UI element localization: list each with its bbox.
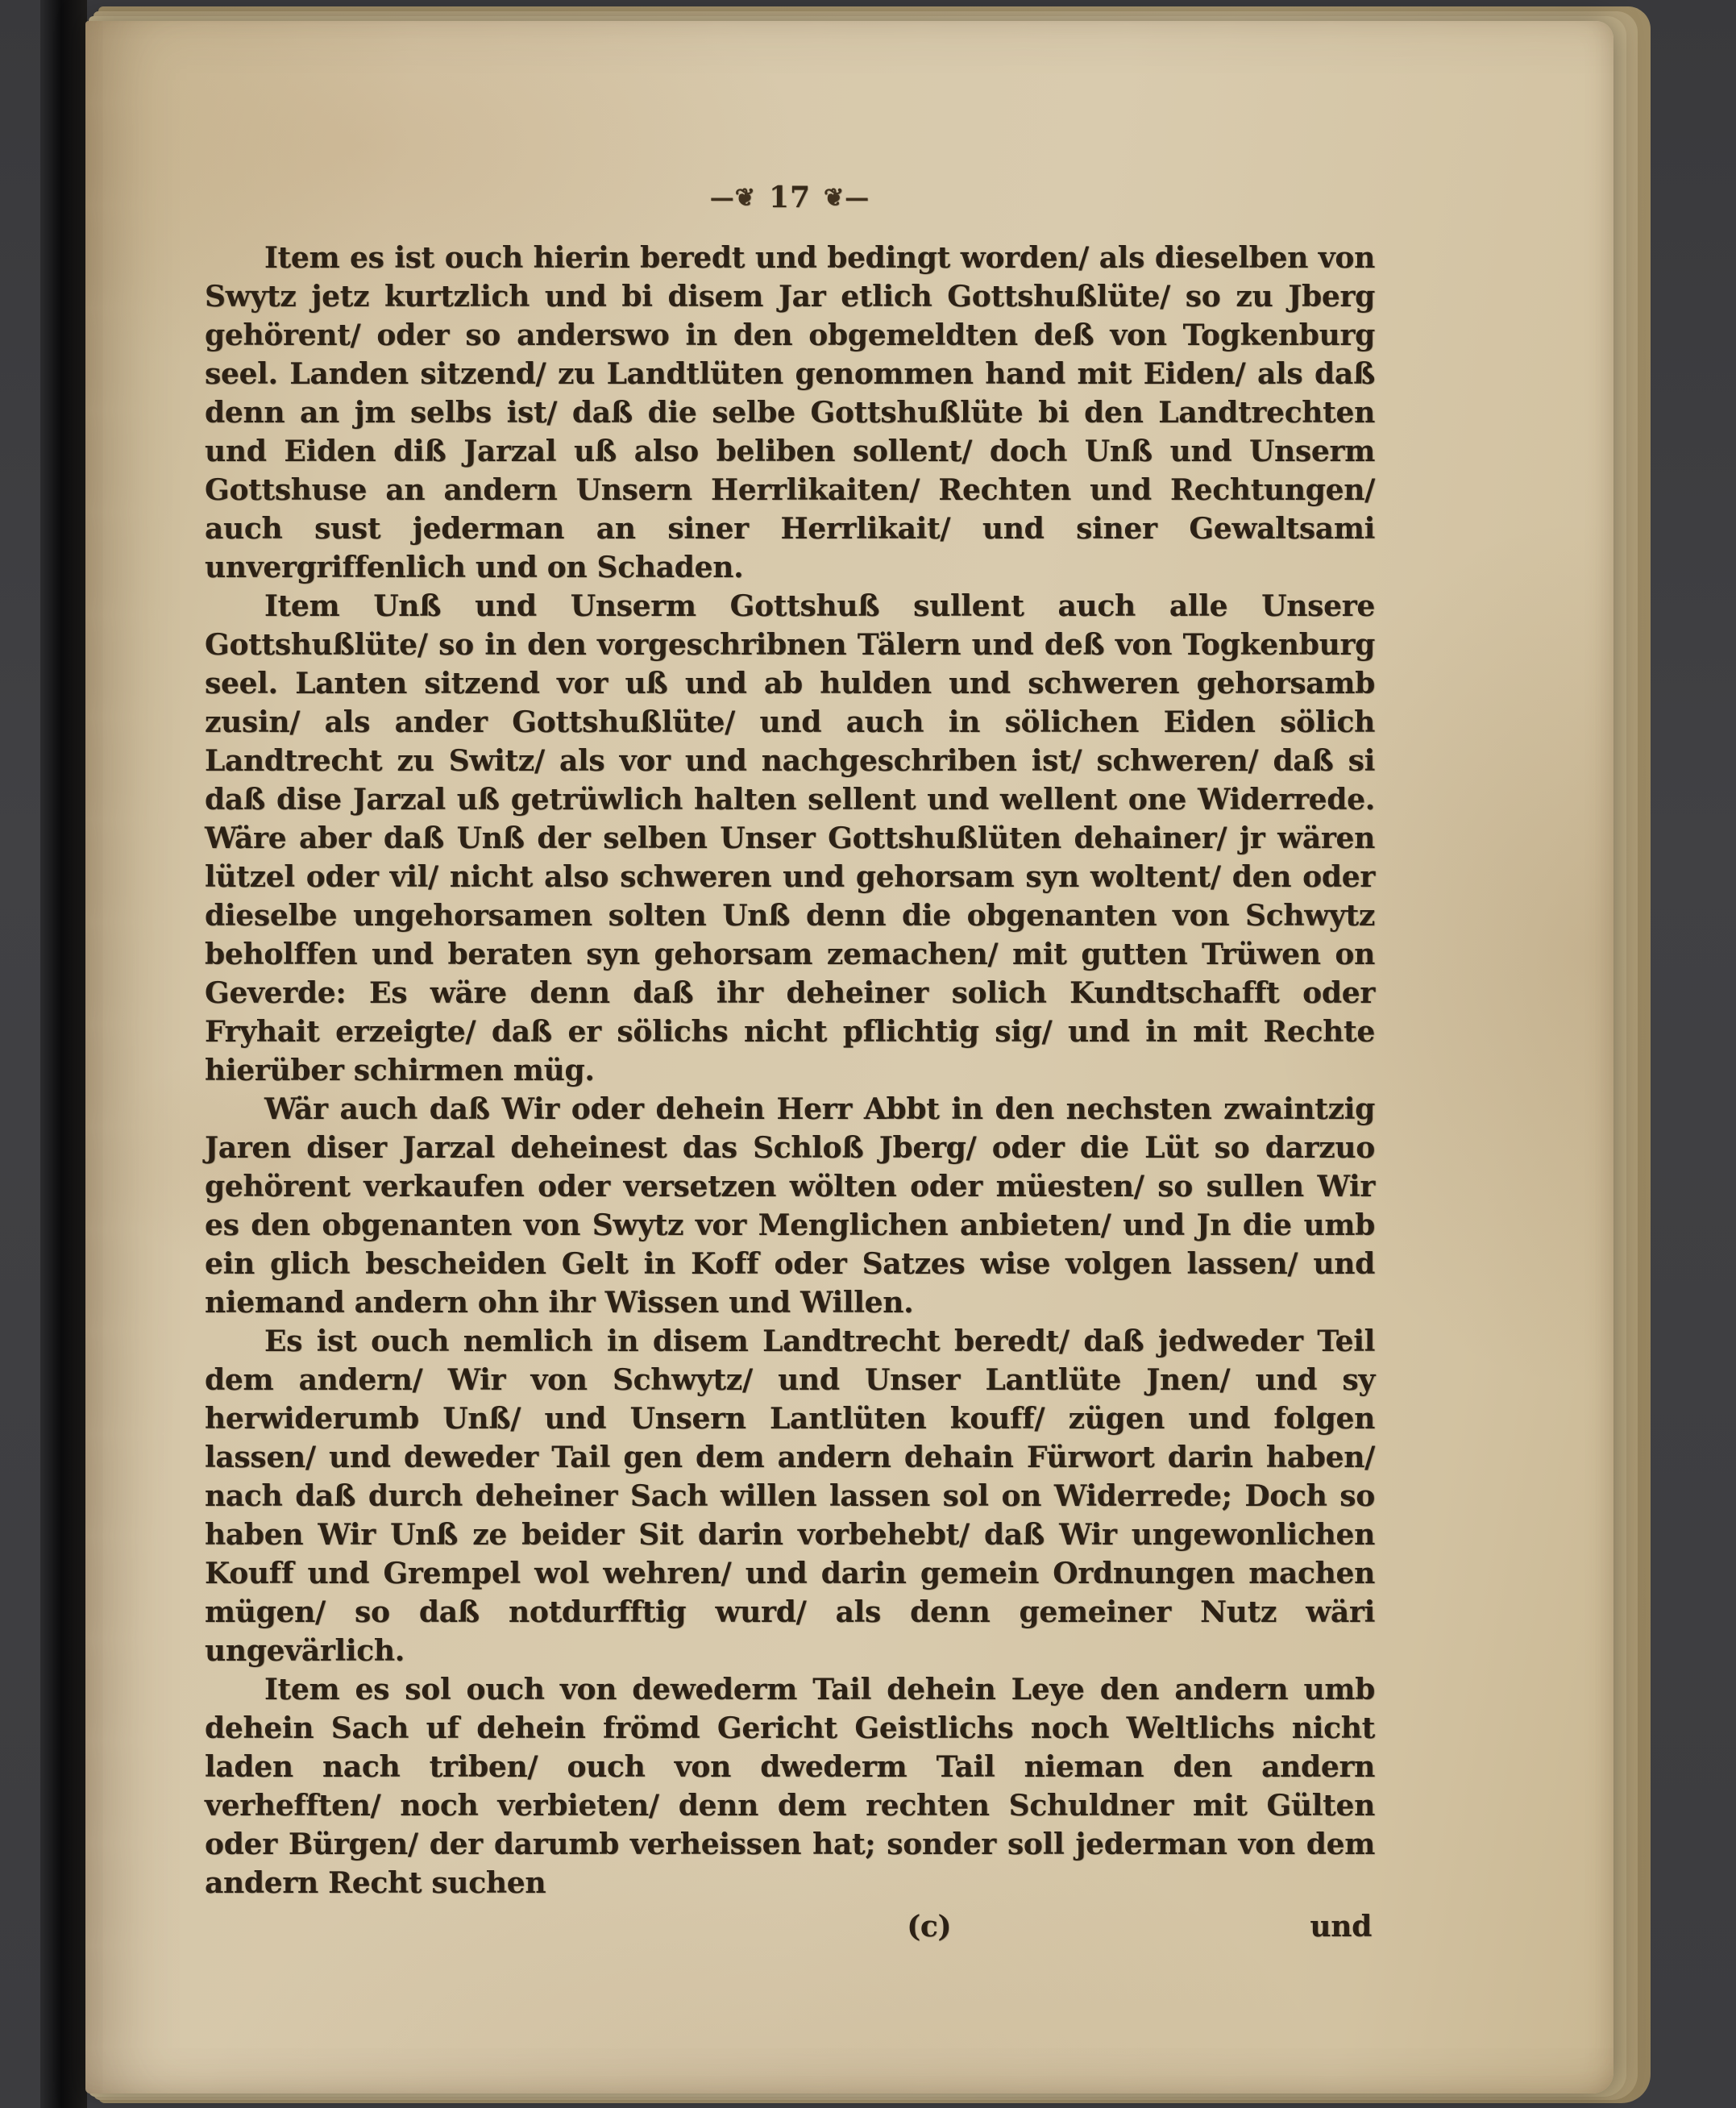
text-block	[205, 239, 1375, 1946]
paragraph: Es ist ouch nemlich in disem Landtrecht beredt/ daß jedweder Teil dem andern/ Wir von Schwytz/ und Unser Lantlüte Jnen/ und sy herwiderumb Unß/ und Unsern Lantlüten kouff/ zügen und folgen lassen/ und deweder Tail gen dem andern dehain Fürwort darin haben/ nach daß durch deheiner Sach willen lassen sol on Widerrede; Doch so haben Wir Unß ze beider Sit darin vorbehebt/ daß Wir ungewonlichen Kouff und Grempel wol wehren/ und darin gemein Ordnungen machen mügen/ so daß notdurfftig wurd/ als denn gemeiner Nutz wäri ungevärlich.	[205, 1324, 1375, 1668]
catchword: und	[1310, 1910, 1372, 1944]
page-number: 17	[768, 181, 812, 214]
paragraph: Item Unß und Unserm Gottshuß sullent auch alle Unsere Gottshußlüte/ so in den vorgeschribnen Tälern und deß von Togkenburg seel. Lanten sitzend vor uß und ab hulden und schweren gehorsamb zusin/ als ander Gottshußlüte/ und auch in sölichen Eiden sölich Landtrecht zu Switz/ als vor und nachgeschriben ist/ schweren/ daß si daß dise Jarzal uß getrüwlich halten sellent und wellent one Widerrede. Wäre aber daß Unß der selben Unser Gottshußlüten dehainer/ jr wären lützel oder vil/ nicht also schweren und gehorsam syn woltent/ den oder dieselbe ungehorsamen solten Unß denn die obgenanten von Schwytz beholffen und beraten syn gehorsam zemachen/ mit gutten Trüwen on Geverde: Es wäre denn daß ihr deheiner solich Kundtschafft oder Fryhait erzeigte/ daß er sölichs nicht pflichtig sig/ und in mit Rechte hierüber schirmen müg.	[205, 589, 1375, 1087]
fleuron-left-icon: —❦	[709, 184, 756, 212]
page-footer	[205, 1907, 1375, 1946]
page-header	[205, 181, 1375, 214]
book-spine	[40, 0, 87, 2108]
signature-mark: (c)	[907, 1910, 952, 1944]
book-page	[85, 21, 1613, 2093]
fleuron-right-icon: ❦—	[824, 184, 870, 212]
paragraph: Wär auch daß Wir oder dehein Herr Abbt in den nechsten zwaintzig Jaren diser Jarzal deheinest das Schloß Jberg/ oder die Lüt so darzuo gehörent verkaufen oder versetzen wölten oder müesten/ so sullen Wir es den obgenanten von Swytz vor Menglichen anbieten/ und Jn die umb ein glich bescheiden Gelt in Koff oder Satzes wise volgen lassen/ und niemand andern ohn ihr Wissen und Willen.	[205, 1092, 1375, 1320]
paragraph: Item es ist ouch hierin beredt und bedingt worden/ als dieselben von Swytz jetz kurtzlich und bi disem Jar etlich Gottshußlüte/ so zu Jberg gehörent/ oder so anderswo in den obgemeldten deß von Togkenburg seel. Landen sitzend/ zu Landtlüten genommen hand mit Eiden/ als daß denn an jm selbs ist/ daß die selbe Gottshußlüte bi den Landtrechten und Eiden diß Jarzal uß also beliben sollent/ doch Unß und Unserm Gottshuse an andern Unsern Herrlikaiten/ Rechten und Rechtungen/ auch sust jederman an siner Herrlikait/ und siner Gewaltsami unvergriffenlich und on Schaden.	[205, 241, 1375, 584]
paragraph: Item es sol ouch von dewederm Tail dehein Leye den andern umb dehein Sach uf dehein frömd Gericht Geistlichs noch Weltlichs nicht laden nach triben/ ouch von dwederm Tail nieman den andern verhefften/ noch verbieten/ denn dem rechten Schuldner mit Gülten oder Bürgen/ der darumb verheissen hat; sonder soll jederman von dem andern Recht suchen	[205, 1673, 1375, 1900]
